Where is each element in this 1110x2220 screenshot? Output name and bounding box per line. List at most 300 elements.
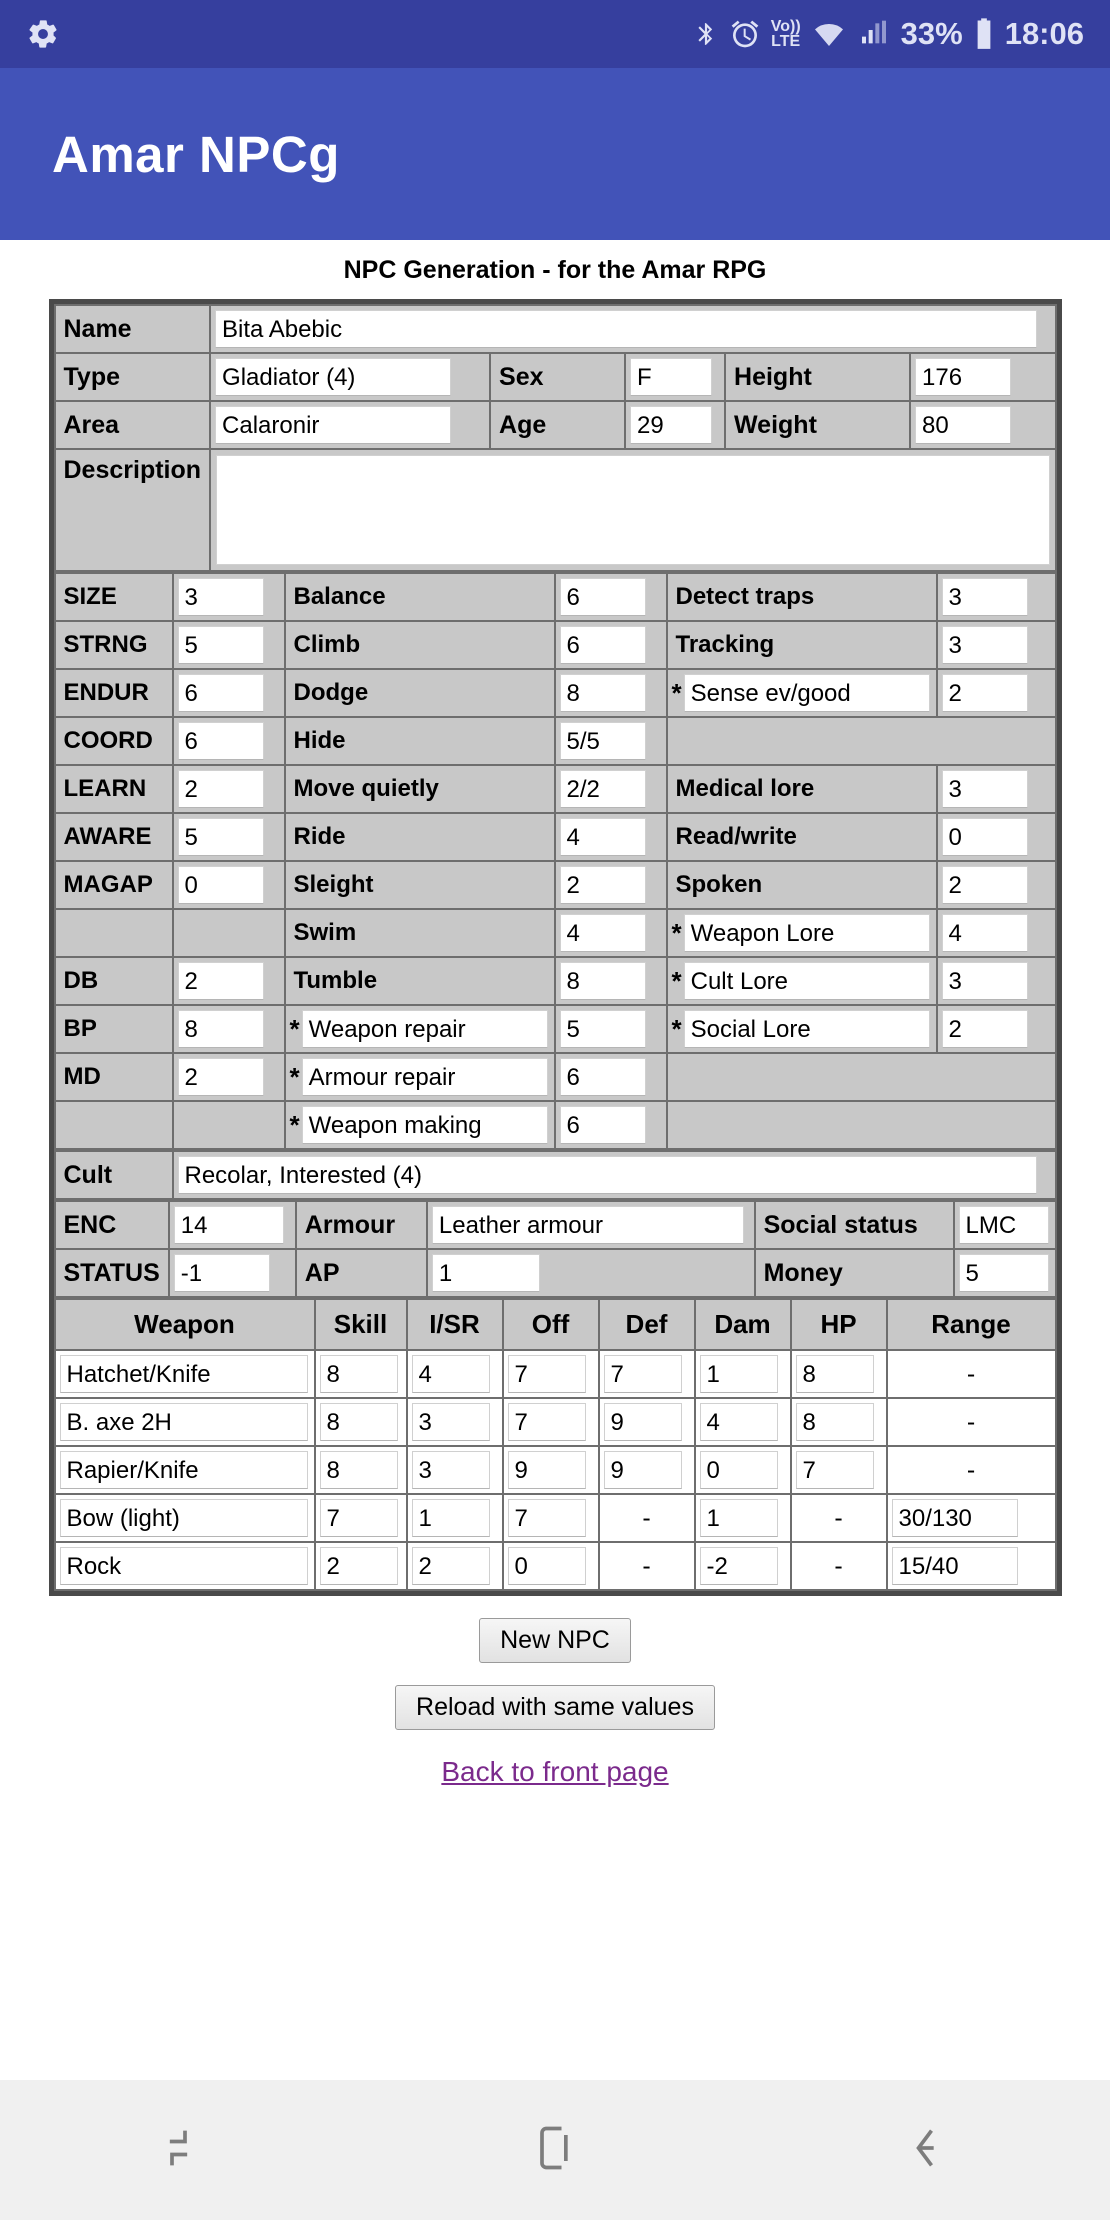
skill-value-input[interactable]: 4 [942, 914, 1028, 952]
table-row [55, 305, 1056, 353]
skill-label: Sleight [293, 871, 374, 898]
skill-name-input[interactable]: Weapon Lore [684, 914, 930, 952]
skill-value-input[interactable]: 2/2 [560, 770, 646, 808]
weapon-column-header: Dam [695, 1299, 791, 1350]
age-label: Age [499, 410, 547, 439]
star-icon: * [289, 1110, 300, 1140]
age-input[interactable]: 29 [630, 406, 712, 444]
skill-value-cell [937, 1005, 1056, 1053]
weapon-isr-cell [407, 1398, 503, 1446]
skills-table [54, 572, 1057, 1150]
skill-name-input[interactable]: Weapon making [302, 1106, 548, 1144]
attribute-value-cell [173, 765, 285, 813]
weapon-def-input[interactable]: 9 [604, 1451, 682, 1489]
weapon-off-input[interactable]: 7 [508, 1499, 586, 1537]
settings-gear-icon[interactable] [26, 17, 60, 51]
weapon-skill-cell [315, 1446, 407, 1494]
reload-button-row [0, 1685, 1110, 1730]
attribute-label-cell [55, 1005, 173, 1053]
armour-input[interactable]: Leather armour [432, 1206, 744, 1244]
table-row [55, 573, 1056, 621]
weapon-name-input[interactable]: B. axe 2H [60, 1403, 308, 1441]
skill-name-input[interactable]: Social Lore [684, 1010, 930, 1048]
weapon-name-cell [55, 1542, 315, 1590]
age-value-cell [625, 401, 725, 449]
enc-label-cell [55, 1201, 169, 1249]
table-row [55, 353, 1056, 401]
skill-label: Climb [293, 631, 361, 658]
weapon-hp-input[interactable]: 8 [796, 1355, 874, 1393]
ap-label: AP [304, 1258, 340, 1287]
skill-empty-cell [667, 1053, 1056, 1101]
skill-label-cell [667, 957, 937, 1005]
name-label-cell [55, 305, 211, 353]
reload-same-values-button[interactable]: Reload with same values [395, 1685, 715, 1730]
table-row [55, 1494, 1056, 1542]
attribute-input[interactable]: 6 [178, 674, 264, 712]
attribute-label: ENDUR [63, 679, 149, 706]
android-status-bar [0, 0, 1110, 68]
volte-top-text: Vo)) [770, 17, 801, 35]
skill-label: Read/write [675, 823, 797, 850]
skill-value-input[interactable]: 6 [560, 578, 646, 616]
skill-name-input[interactable]: Cult Lore [684, 962, 930, 1000]
skill-value-input[interactable]: 2 [560, 866, 646, 904]
weapon-hp-input[interactable]: 7 [796, 1451, 874, 1489]
skill-value-input[interactable]: 0 [942, 818, 1028, 856]
name-value-cell [210, 305, 1055, 353]
skill-value-cell [937, 765, 1056, 813]
skill-value-cell [555, 861, 667, 909]
weapon-dam-input[interactable]: -2 [700, 1547, 778, 1585]
weapon-def-cell [599, 1398, 695, 1446]
identity-table [54, 304, 1057, 572]
weapon-column-header: Weapon [55, 1299, 315, 1350]
skill-label-cell [285, 669, 555, 717]
table-row [55, 861, 1056, 909]
attribute-input[interactable]: 0 [178, 866, 264, 904]
attribute-input[interactable]: 6 [178, 722, 264, 760]
height-label-cell [725, 353, 910, 401]
weapon-isr-input[interactable]: 2 [412, 1547, 490, 1585]
table-row [55, 449, 1056, 571]
money-label: Money [763, 1258, 843, 1287]
home-icon [529, 2120, 581, 2181]
skill-value-cell [555, 1101, 667, 1149]
weapon-off-cell [503, 1542, 599, 1590]
skill-label-cell [667, 1005, 937, 1053]
ap-value-cell [427, 1249, 755, 1297]
skill-label: Tumble [293, 967, 378, 994]
description-value-cell [210, 449, 1055, 571]
type-input[interactable]: Gladiator (4) [215, 358, 451, 396]
weapon-dam-cell [695, 1446, 791, 1494]
weapon-hp-cell [791, 1446, 887, 1494]
skill-label: Tracking [675, 631, 775, 658]
skill-value-input[interactable]: 3 [942, 962, 1028, 1000]
weapon-def-cell: - [599, 1542, 695, 1590]
type-value-cell [210, 353, 490, 401]
cult-label-cell [55, 1151, 173, 1199]
skill-value-input[interactable]: 5 [560, 1010, 646, 1048]
attribute-label-cell [55, 717, 173, 765]
skill-label-cell [285, 573, 555, 621]
attribute-label-cell [55, 669, 173, 717]
skill-empty-cell [667, 1101, 1056, 1149]
attribute-input[interactable]: 3 [178, 578, 264, 616]
enc-input[interactable]: 14 [174, 1206, 284, 1244]
table-row [55, 1053, 1056, 1101]
type-label: Type [63, 362, 120, 391]
weapon-def-input[interactable]: 7 [604, 1355, 682, 1393]
attribute-label-cell [55, 813, 173, 861]
money-value-cell [954, 1249, 1056, 1297]
skill-label-cell [285, 861, 555, 909]
weapon-column-header: Skill [315, 1299, 407, 1350]
weapon-name-input[interactable]: Rapier/Knife [60, 1451, 308, 1489]
skill-value-cell [937, 813, 1056, 861]
height-value-cell [910, 353, 1055, 401]
weapon-hp-cell: - [791, 1494, 887, 1542]
weapon-isr-input[interactable]: 1 [412, 1499, 490, 1537]
weapon-dam-input[interactable]: 0 [700, 1451, 778, 1489]
volte-bottom-text: LTE [771, 33, 801, 50]
weapon-range-cell: - [887, 1398, 1056, 1446]
skill-label: Dodge [293, 679, 369, 706]
skill-label: Medical lore [675, 775, 815, 802]
weapon-dam-cell [695, 1542, 791, 1590]
skill-value-cell [937, 573, 1056, 621]
weapon-off-input[interactable]: 9 [508, 1451, 586, 1489]
weapon-dam-input[interactable]: 4 [700, 1403, 778, 1441]
ap-label-cell [296, 1249, 427, 1297]
star-icon: * [671, 918, 682, 948]
back-button[interactable] [740, 2120, 1110, 2181]
skill-value-input[interactable]: 8 [560, 674, 646, 712]
weapon-def-cell [599, 1350, 695, 1398]
weapon-skill-cell [315, 1542, 407, 1590]
star-icon: * [289, 1014, 300, 1044]
attribute-label-cell [55, 957, 173, 1005]
status-label-cell [55, 1249, 169, 1297]
battery-icon [973, 17, 995, 51]
recents-icon [159, 2120, 211, 2181]
skill-value-input[interactable]: 4 [560, 818, 646, 856]
table-row [55, 1101, 1056, 1149]
attribute-value-cell [173, 1101, 285, 1149]
attribute-label-cell [55, 1101, 173, 1149]
weapon-hp-cell [791, 1350, 887, 1398]
table-row [55, 1005, 1056, 1053]
weapon-hp-cell [791, 1398, 887, 1446]
ap-input[interactable]: 1 [432, 1254, 540, 1292]
recents-button[interactable] [0, 2120, 370, 2181]
attribute-label-cell [55, 909, 173, 957]
star-icon: * [671, 1014, 682, 1044]
weapon-dam-input[interactable]: 1 [700, 1355, 778, 1393]
skill-value-input[interactable]: 2 [942, 1010, 1028, 1048]
skill-name-input[interactable]: Weapon repair [302, 1010, 548, 1048]
skill-label-cell [285, 957, 555, 1005]
attribute-label-cell [55, 621, 173, 669]
attribute-input[interactable]: 2 [178, 962, 264, 1000]
skill-value-cell [555, 813, 667, 861]
attribute-value-cell [173, 621, 285, 669]
money-label-cell [755, 1249, 954, 1297]
star-icon: * [289, 1062, 300, 1092]
weapon-def-input[interactable]: 9 [604, 1403, 682, 1441]
skill-empty-cell [667, 717, 1056, 765]
skill-label-cell [285, 717, 555, 765]
attribute-label: MD [63, 1063, 101, 1090]
weapon-isr-cell [407, 1350, 503, 1398]
money-input[interactable]: 5 [959, 1254, 1049, 1292]
skill-label: Ride [293, 823, 346, 850]
weapon-range-cell [887, 1542, 1056, 1590]
weapon-hp-input[interactable]: 8 [796, 1403, 874, 1441]
weapon-name-cell [55, 1446, 315, 1494]
attribute-input[interactable]: 2 [178, 1058, 264, 1096]
weapon-isr-cell [407, 1542, 503, 1590]
table-row [55, 1398, 1056, 1446]
skill-value-cell [937, 957, 1056, 1005]
table-row [55, 717, 1056, 765]
skill-value-input[interactable]: 2 [942, 866, 1028, 904]
attribute-value-cell [173, 813, 285, 861]
attribute-label: STRNG [63, 631, 148, 658]
weapon-column-header: HP [791, 1299, 887, 1350]
status-label: STATUS [63, 1258, 160, 1287]
attribute-label: SIZE [63, 583, 117, 610]
height-input[interactable]: 176 [915, 358, 1011, 396]
weapon-range-input[interactable]: 30/130 [892, 1499, 1018, 1537]
attribute-label: MAGAP [63, 871, 153, 898]
social-status-label: Social status [763, 1210, 918, 1239]
weapon-skill-cell [315, 1350, 407, 1398]
table-row [55, 1151, 1056, 1199]
skill-value-cell [937, 909, 1056, 957]
table-row [55, 1542, 1056, 1590]
skill-label-cell [667, 909, 937, 957]
attribute-value-cell [173, 1053, 285, 1101]
skill-value-cell [555, 1005, 667, 1053]
social-status-label-cell [755, 1201, 954, 1249]
attribute-value-cell [173, 1005, 285, 1053]
skill-value-cell [555, 717, 667, 765]
attribute-label: LEARN [63, 775, 147, 802]
age-label-cell [490, 401, 625, 449]
skill-label: Swim [293, 919, 357, 946]
back-icon [899, 2120, 951, 2181]
skill-value-input[interactable]: 2 [942, 674, 1028, 712]
skill-label-cell [285, 1053, 555, 1101]
skill-name-input[interactable]: Armour repair [302, 1058, 548, 1096]
attribute-input[interactable]: 2 [178, 770, 264, 808]
weapons-table [54, 1298, 1057, 1591]
description-label: Description [63, 456, 202, 484]
skill-label: Spoken [675, 871, 763, 898]
status-table [54, 1200, 1057, 1298]
weapon-skill-input[interactable]: 7 [320, 1499, 398, 1537]
back-link-row [0, 1756, 1110, 1788]
attribute-value-cell [173, 861, 285, 909]
area-value-cell [210, 401, 490, 449]
weapon-range-input[interactable]: 15/40 [892, 1547, 1018, 1585]
cult-table [54, 1150, 1057, 1200]
skill-label-cell [285, 765, 555, 813]
skill-value-cell [937, 861, 1056, 909]
name-input[interactable]: Bita Abebic [215, 310, 1036, 348]
weapon-off-input[interactable]: 7 [508, 1355, 586, 1393]
skill-value-input[interactable]: 6 [560, 626, 646, 664]
weapon-off-input[interactable]: 7 [508, 1403, 586, 1441]
weapon-range-cell [887, 1494, 1056, 1542]
sex-label: Sex [499, 362, 544, 391]
table-row [55, 621, 1056, 669]
weapon-range-cell: - [887, 1350, 1056, 1398]
armour-label: Armour [304, 1210, 396, 1239]
weapon-skill-cell [315, 1494, 407, 1542]
weight-input[interactable]: 80 [915, 406, 1011, 444]
table-row [55, 1249, 1056, 1297]
description-label-cell [55, 449, 211, 571]
skill-label-cell [285, 813, 555, 861]
weight-label-cell [725, 401, 910, 449]
skill-label: Balance [293, 583, 386, 610]
attribute-value-cell [173, 669, 285, 717]
skill-value-input[interactable]: 4 [560, 914, 646, 952]
weapon-def-cell [599, 1446, 695, 1494]
new-npc-button-row [0, 1618, 1110, 1663]
cult-input[interactable]: Recolar, Interested (4) [178, 1156, 1037, 1194]
attribute-label: DB [63, 967, 99, 994]
new-npc-button[interactable]: New NPC [479, 1618, 631, 1663]
description-textarea[interactable] [216, 455, 1049, 565]
attribute-input[interactable]: 8 [178, 1010, 264, 1048]
height-label: Height [734, 362, 812, 391]
weight-label: Weight [734, 410, 817, 439]
weapon-name-input[interactable]: Hatchet/Knife [60, 1355, 308, 1393]
social-status-input[interactable]: LMC [959, 1206, 1049, 1244]
weapon-dam-cell [695, 1350, 791, 1398]
table-row [55, 813, 1056, 861]
volte-icon [771, 19, 801, 49]
app-title: Amar NPCg [52, 125, 340, 183]
armour-label-cell [296, 1201, 427, 1249]
app-bar [0, 68, 1110, 240]
skill-name-input[interactable]: Sense ev/good [684, 674, 930, 712]
weapon-name-cell [55, 1494, 315, 1542]
armour-value-cell [427, 1201, 755, 1249]
skill-value-input[interactable]: 3 [942, 626, 1028, 664]
weapon-column-header: Range [887, 1299, 1056, 1350]
back-to-front-page-link[interactable]: Back to front page [441, 1756, 669, 1787]
skill-label: Detect traps [675, 583, 815, 610]
weapon-column-header: Off [503, 1299, 599, 1350]
table-row [55, 909, 1056, 957]
type-label-cell [55, 353, 211, 401]
attribute-label: AWARE [63, 823, 152, 850]
weapon-off-cell [503, 1446, 599, 1494]
enc-label: ENC [63, 1210, 117, 1239]
battery-percent-text: 33% [900, 16, 963, 51]
weapon-skill-input[interactable]: 8 [320, 1451, 398, 1489]
social-status-value-cell [954, 1201, 1056, 1249]
weapon-skill-input[interactable]: 8 [320, 1355, 398, 1393]
android-nav-bar [0, 2080, 1110, 2220]
cult-value-cell [173, 1151, 1056, 1199]
weapon-name-cell [55, 1398, 315, 1446]
skill-value-input[interactable]: 6 [560, 1058, 646, 1096]
home-button[interactable] [370, 2120, 740, 2181]
table-row [55, 1350, 1056, 1398]
attribute-label: COORD [63, 727, 153, 754]
weapon-hp-cell: - [791, 1542, 887, 1590]
attribute-label-cell [55, 573, 173, 621]
attribute-input[interactable]: 5 [178, 626, 264, 664]
skill-value-input[interactable]: 3 [942, 770, 1028, 808]
skill-value-cell [555, 621, 667, 669]
table-row [55, 1299, 1056, 1350]
skill-label-cell [667, 669, 937, 717]
alarm-icon [729, 18, 761, 50]
weapon-isr-input[interactable]: 3 [412, 1403, 490, 1441]
skill-value-cell [555, 765, 667, 813]
name-label: Name [63, 314, 132, 343]
weapon-name-input[interactable]: Bow (light) [60, 1499, 308, 1537]
skill-label-cell [667, 861, 937, 909]
clock-text: 18:06 [1004, 16, 1084, 51]
skill-label-cell [285, 621, 555, 669]
skill-label-cell [285, 1005, 555, 1053]
weapon-isr-input[interactable]: 3 [412, 1451, 490, 1489]
enc-value-cell [169, 1201, 296, 1249]
weapon-skill-input[interactable]: 8 [320, 1403, 398, 1441]
weapon-skill-input[interactable]: 2 [320, 1547, 398, 1585]
sex-value-cell [625, 353, 725, 401]
area-label-cell [55, 401, 211, 449]
attribute-input[interactable]: 5 [178, 818, 264, 856]
weapon-off-cell [503, 1350, 599, 1398]
skill-value-input[interactable]: 8 [560, 962, 646, 1000]
skill-value-cell [937, 669, 1056, 717]
skill-label-cell [667, 765, 937, 813]
skill-value-input[interactable]: 3 [942, 578, 1028, 616]
status-input[interactable]: -1 [174, 1254, 270, 1292]
weapon-dam-input[interactable]: 1 [700, 1499, 778, 1537]
skill-value-cell [937, 621, 1056, 669]
skill-label-cell [667, 573, 937, 621]
weapon-range-cell: - [887, 1446, 1056, 1494]
attribute-value-cell [173, 957, 285, 1005]
attribute-value-cell [173, 717, 285, 765]
weapon-off-input[interactable]: 0 [508, 1547, 586, 1585]
skill-value-cell [555, 909, 667, 957]
weapon-name-input[interactable]: Rock [60, 1547, 308, 1585]
skill-label-cell [667, 813, 937, 861]
status-value-cell [169, 1249, 296, 1297]
area-input[interactable]: Calaronir [215, 406, 451, 444]
table-row [55, 1446, 1056, 1494]
skill-label-cell [285, 1101, 555, 1149]
table-row [55, 957, 1056, 1005]
skill-value-input[interactable]: 5/5 [560, 722, 646, 760]
weapon-column-header: I/SR [407, 1299, 503, 1350]
weapon-isr-input[interactable]: 4 [412, 1355, 490, 1393]
skill-value-input[interactable]: 6 [560, 1106, 646, 1144]
attribute-label: BP [63, 1015, 97, 1042]
sex-input[interactable]: F [630, 358, 712, 396]
